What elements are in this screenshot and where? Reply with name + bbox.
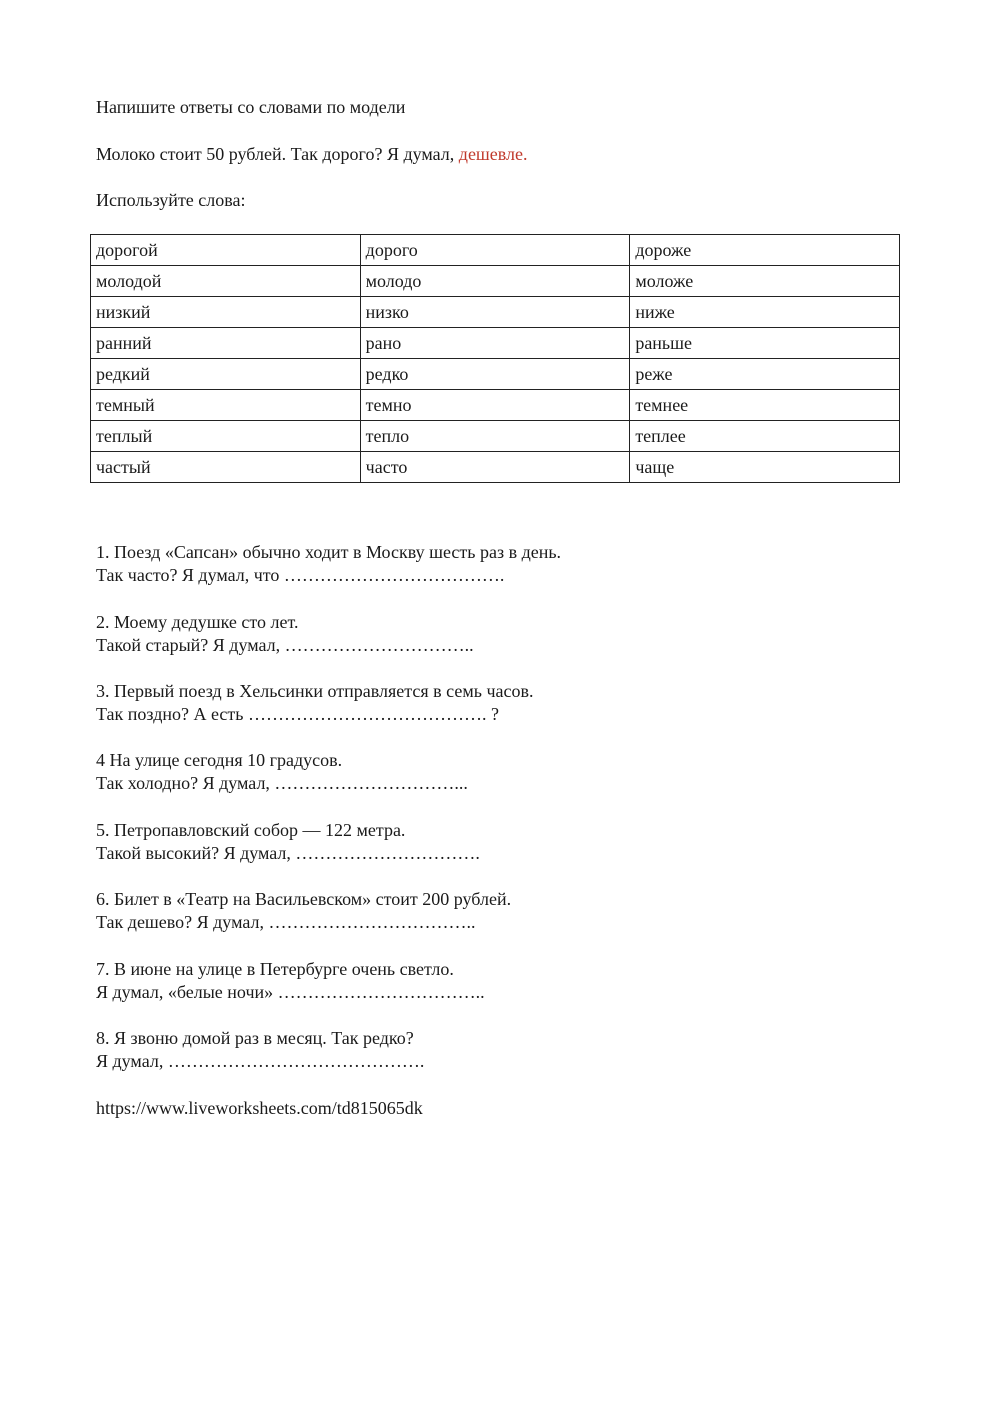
exercise-1 <box>96 541 561 587</box>
table-cell: теплее <box>630 421 900 452</box>
exercise-3 <box>96 680 533 726</box>
exercise-6 <box>96 888 511 934</box>
table-cell: чаще <box>630 452 900 483</box>
table-cell: редко <box>360 359 630 390</box>
table-cell: редкий <box>91 359 361 390</box>
exercise-5 <box>96 819 480 865</box>
table-cell: частый <box>91 452 361 483</box>
instructions-title: Напишите ответы со словами по модели <box>96 97 406 117</box>
exercise-answer-line[interactable]: Так поздно? А есть …………………………………. ? <box>96 704 499 724</box>
exercise-question: 2. Моему дедушке сто лет. <box>96 612 299 632</box>
exercise-question: 8. Я звоню домой раз в месяц. Так редко? <box>96 1028 414 1048</box>
table-cell: ниже <box>630 297 900 328</box>
exercise-7 <box>96 958 485 1004</box>
exercise-question: 3. Первый поезд в Хельсинки отправляется в семь часов. <box>96 681 534 701</box>
table-row <box>91 235 900 266</box>
table-cell: дорогой <box>91 235 361 266</box>
table-cell: низкий <box>91 297 361 328</box>
table-row <box>91 452 900 483</box>
table-cell: реже <box>630 359 900 390</box>
table-cell: рано <box>360 328 630 359</box>
table-cell: низко <box>360 297 630 328</box>
table-cell: молодой <box>91 266 361 297</box>
exercise-question: 7. В июне на улице в Петербурге очень светло. <box>96 959 454 979</box>
table-row <box>91 421 900 452</box>
table-cell: часто <box>360 452 630 483</box>
table-cell: раньше <box>630 328 900 359</box>
exercise-answer-line[interactable]: Так часто? Я думал, что ………………………………. <box>96 565 505 585</box>
table-cell: тепло <box>360 421 630 452</box>
table-cell: дорого <box>360 235 630 266</box>
use-words-label: Используйте слова: <box>96 190 246 210</box>
exercise-question: 5. Петропавловский собор — 122 метра. <box>96 820 406 840</box>
table-row <box>91 266 900 297</box>
table-row <box>91 297 900 328</box>
exercise-answer-line[interactable]: Так дешево? Я думал, …………………………….. <box>96 912 476 932</box>
table-cell: молодо <box>360 266 630 297</box>
exercise-4 <box>96 749 468 795</box>
exercise-8 <box>96 1027 424 1073</box>
model-example-prefix: Молоко стоит 50 рублей. Так дорого? Я думал, <box>96 144 459 164</box>
exercise-answer-line[interactable]: Я думал, «белые ночи» …………………………….. <box>96 982 485 1002</box>
exercise-question: 4 На улице сегодня 10 градусов. <box>96 750 343 770</box>
table-cell: моложе <box>630 266 900 297</box>
table-row <box>91 328 900 359</box>
exercise-2 <box>96 611 474 657</box>
table-cell: темнее <box>630 390 900 421</box>
model-example-answer: дешевле. <box>458 144 528 164</box>
table-row <box>91 390 900 421</box>
exercise-answer-line[interactable]: Так холодно? Я думал, …………………………... <box>96 773 468 793</box>
exercise-question: 6. Билет в «Театр на Васильевском» стоит 200 рублей. <box>96 889 512 909</box>
exercise-answer-line[interactable]: Я думал, ……………………………………. <box>96 1051 425 1071</box>
words-table <box>90 234 900 483</box>
table-cell: ранний <box>91 328 361 359</box>
table-row <box>91 359 900 390</box>
model-example <box>96 143 528 165</box>
table-cell: темно <box>360 390 630 421</box>
exercise-question: 1. Поезд «Сапсан» обычно ходит в Москву шесть раз в день. <box>96 542 562 562</box>
table-cell: дороже <box>630 235 900 266</box>
source-url[interactable]: https://www.liveworksheets.com/td815065dk <box>96 1098 423 1118</box>
table-cell: темный <box>91 390 361 421</box>
exercise-answer-line[interactable]: Такой старый? Я думал, ………………………….. <box>96 635 474 655</box>
exercise-answer-line[interactable]: Такой высокий? Я думал, …………………………. <box>96 843 480 863</box>
table-cell: теплый <box>91 421 361 452</box>
